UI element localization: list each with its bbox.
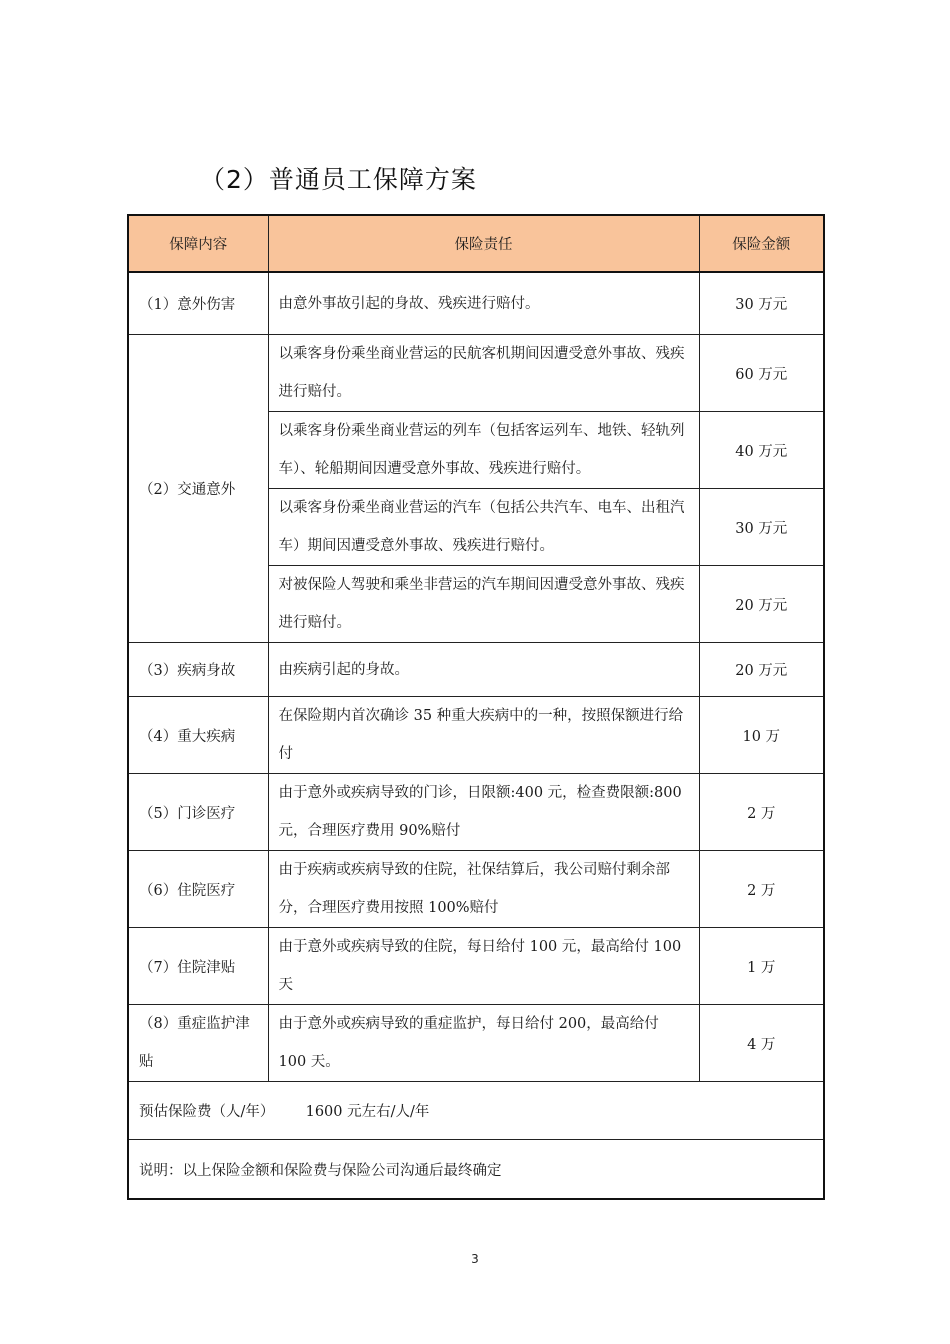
row-desc: 以乘客身份乘坐商业营运的汽车（包括公共汽车、电车、出租汽车）期间因遭受意外事故、残疾进行赔付。 [268,489,699,566]
row-amount: 20 万元 [699,566,824,643]
row-amount: 1 万 [699,928,824,1005]
row-desc: 对被保险人驾驶和乘坐非营运的汽车期间因遭受意外事故、残疾进行赔付。 [268,566,699,643]
row-desc: 由于意外或疾病导致的门诊，日限额:400 元，检查费限额:800 元，合理医疗费用 90%赔付 [268,774,699,851]
benefit-plan-table [127,214,825,1200]
premium-value: 1600 元左右/人/年 [305,1104,430,1120]
row-item: （1）意外伤害 [128,272,268,335]
row-desc: 在保险期内首次确诊 35 种重大疾病中的一种，按照保额进行给付 [268,697,699,774]
row-item: （4）重大疾病 [128,697,268,774]
row-item: （7）住院津贴 [128,928,268,1005]
table-header-row [128,215,824,272]
row-amount: 2 万 [699,774,824,851]
row-amount: 4 万 [699,1005,824,1082]
row-desc: 由意外事故引起的身故、残疾进行赔付。 [268,272,699,335]
row-item: （3）疾病身故 [128,643,268,697]
table-row [128,643,824,697]
row-amount: 30 万元 [699,489,824,566]
row-amount: 20 万元 [699,643,824,697]
table-row [128,1005,824,1082]
table-row [128,272,824,335]
premium-row [128,1082,824,1140]
row-desc: 以乘客身份乘坐商业营运的列车（包括客运列车、地铁、轻轨列车）、轮船期间因遭受意外事故、残疾进行赔付。 [268,412,699,489]
row-desc: 由于意外或疾病导致的住院，每日给付 100 元，最高给付 100 天 [268,928,699,1005]
header-coverage: 保障内容 [128,215,268,272]
premium-cell [128,1082,824,1140]
table-row [128,851,824,928]
row-desc: 由于疾病或疾病导致的住院，社保结算后，我公司赔付剩余部分，合理医疗费用按照 100%赔付 [268,851,699,928]
table-row [128,928,824,1005]
header-responsibility: 保险责任 [268,215,699,272]
note-cell: 说明：以上保险金额和保险费与保险公司沟通后最终确定 [128,1140,824,1200]
table-row [128,335,824,412]
row-desc: 由于意外或疾病导致的重症监护，每日给付 200，最高给付 100 天。 [268,1005,699,1082]
row-amount: 10 万 [699,697,824,774]
row-item: （2）交通意外 [128,335,268,643]
row-desc: 由疾病引起的身故。 [268,643,699,697]
row-item: （8）重症监护津贴 [128,1005,268,1082]
row-amount: 40 万元 [699,412,824,489]
table-row [128,774,824,851]
row-amount: 30 万元 [699,272,824,335]
table-row [128,697,824,774]
header-amount: 保险金额 [699,215,824,272]
row-desc: 以乘客身份乘坐商业营运的民航客机期间因遭受意外事故、残疾进行赔付。 [268,335,699,412]
note-row [128,1140,824,1200]
section-heading: （2）普通员工保障方案 [200,165,477,194]
row-amount: 2 万 [699,851,824,928]
row-item: （6）住院医疗 [128,851,268,928]
row-item: （5）门诊医疗 [128,774,268,851]
page-number: 3 [471,1252,479,1266]
row-amount: 60 万元 [699,335,824,412]
premium-label: 预估保险费（人/年） [139,1104,275,1120]
